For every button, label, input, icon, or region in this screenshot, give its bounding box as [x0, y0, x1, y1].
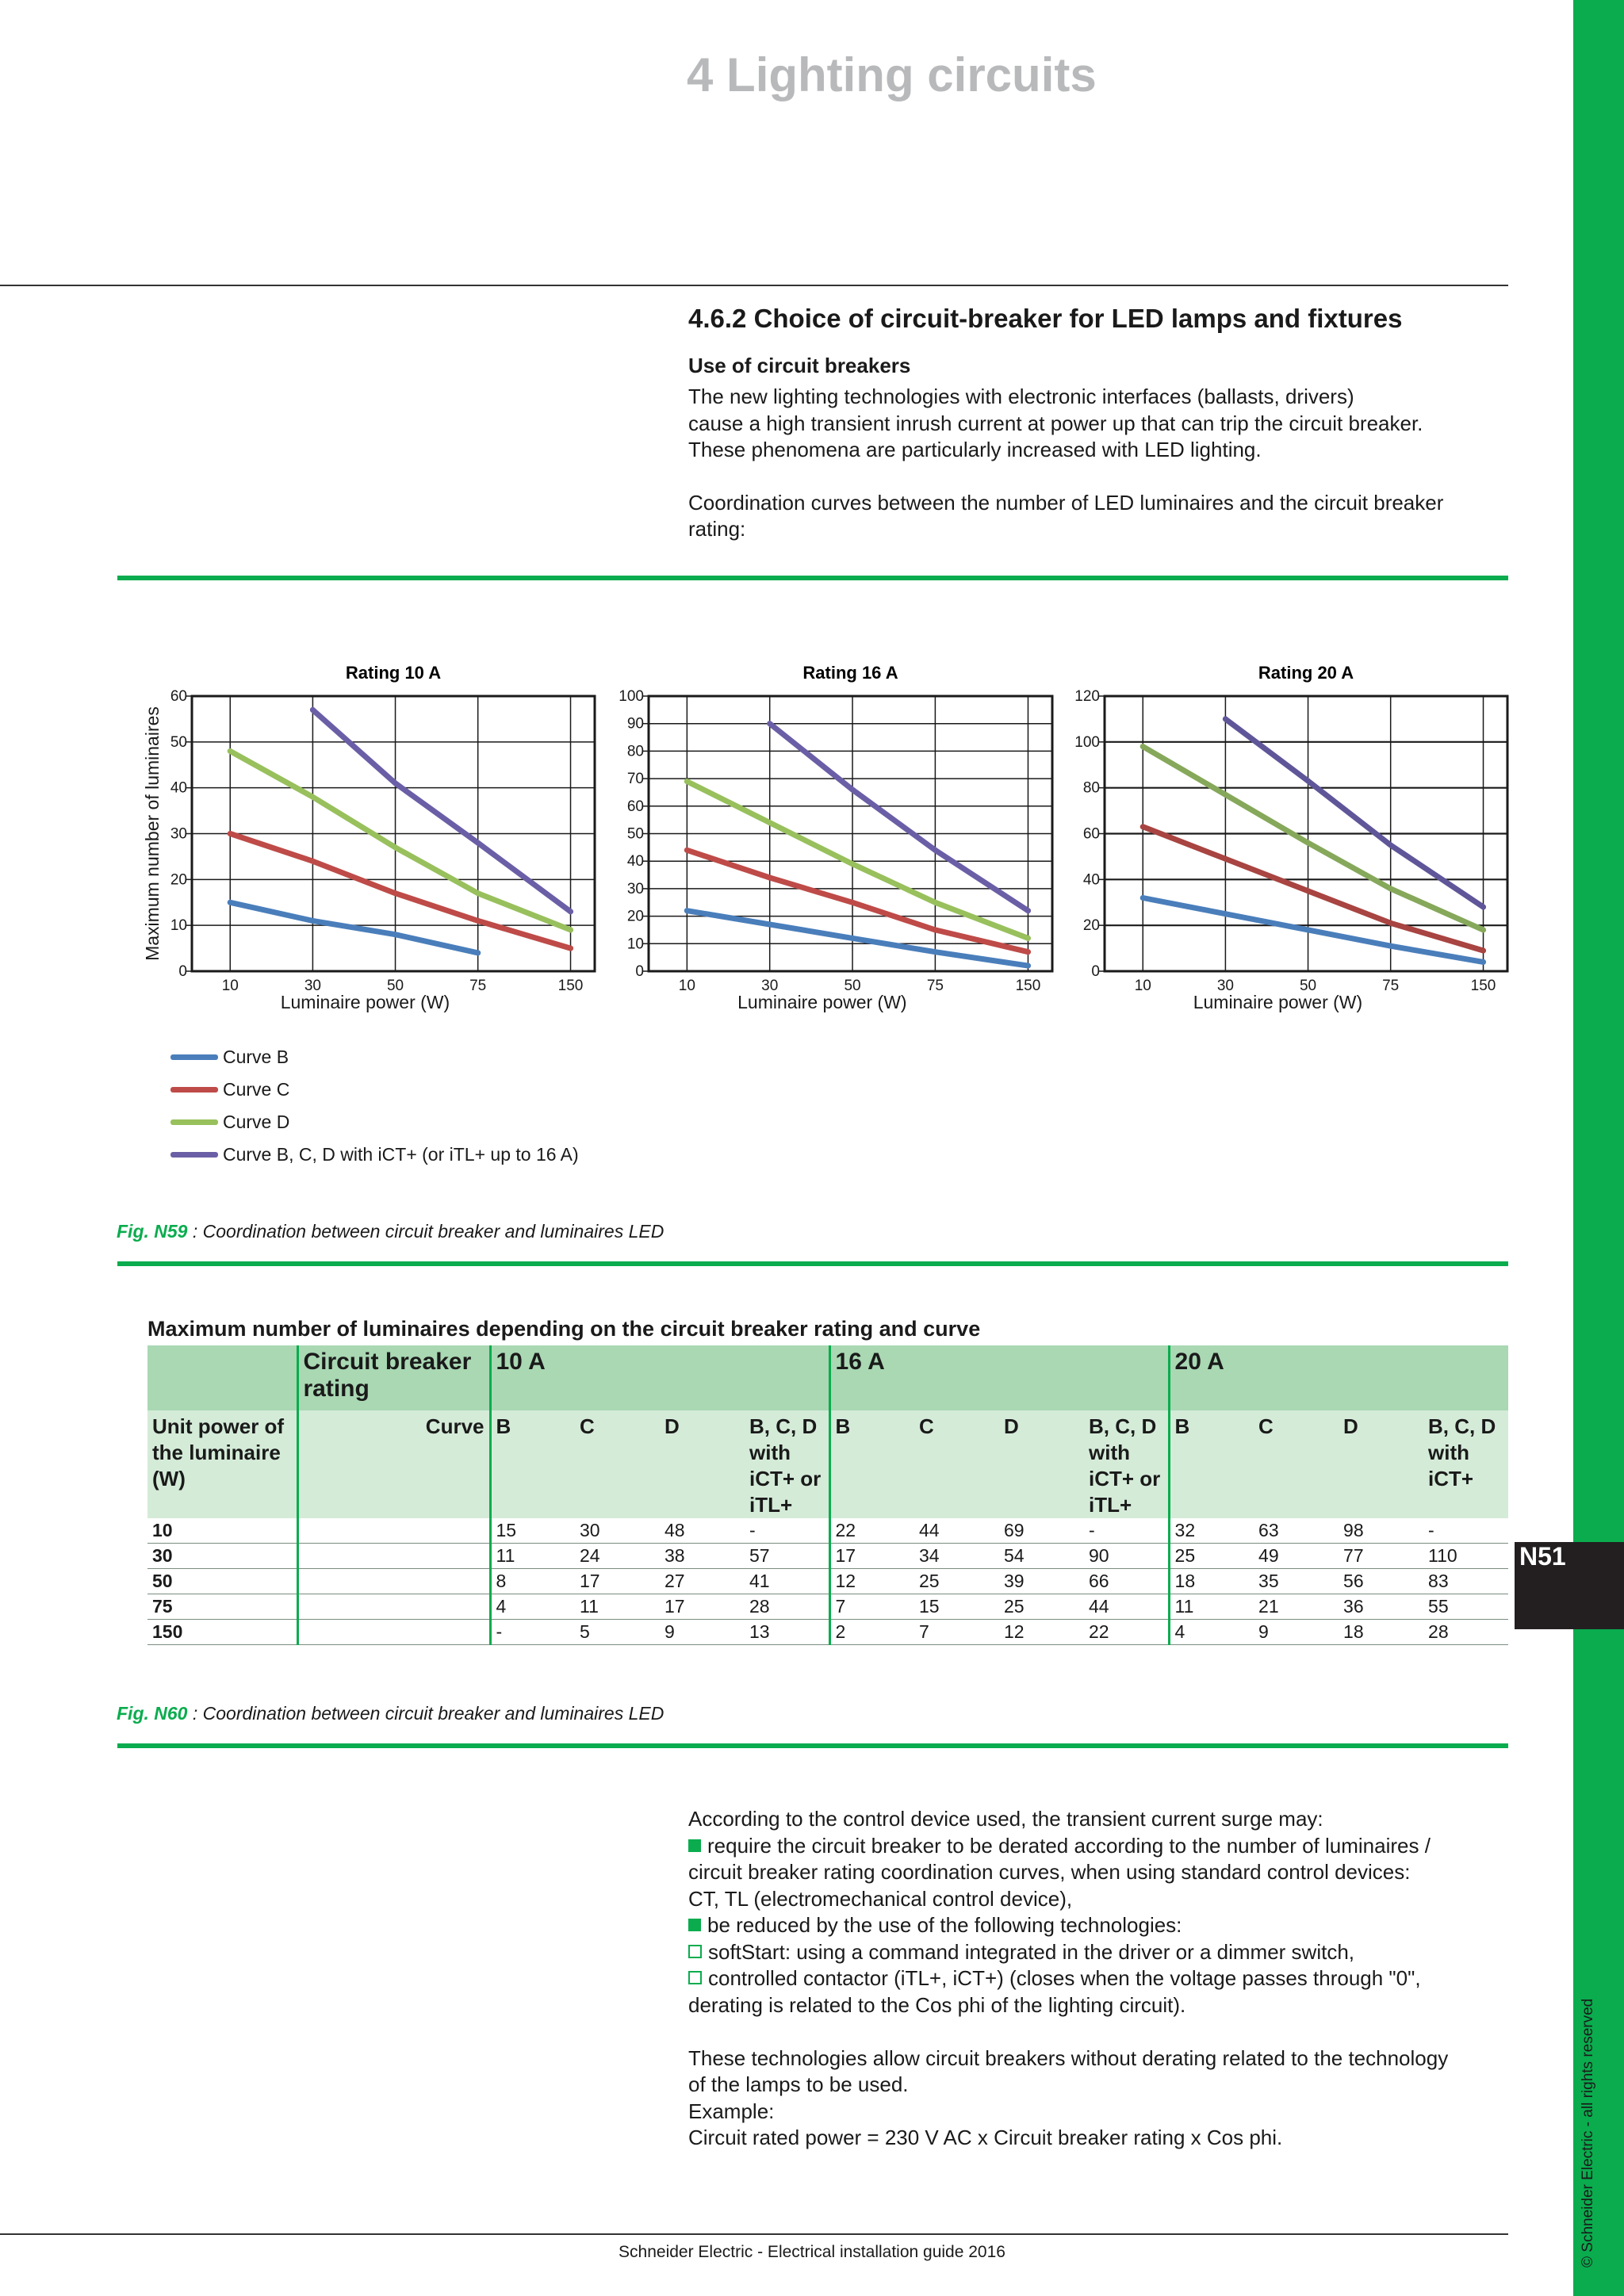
table-cell — [297, 1594, 490, 1620]
table-cell — [297, 1518, 490, 1544]
y-tick-label: 30 — [626, 880, 644, 897]
data-point — [684, 908, 690, 913]
x-tick-label: 30 — [304, 978, 321, 994]
table-cell: 9 — [1254, 1620, 1339, 1645]
table-cell: 90 — [1084, 1544, 1169, 1569]
table-cell: 50 — [147, 1569, 297, 1594]
x-tick-label: 75 — [926, 978, 944, 994]
y-tick-label: 0 — [635, 963, 644, 980]
data-point — [933, 848, 938, 853]
hollow-square-bullet-icon — [688, 1945, 702, 1958]
table-cell: 41 — [745, 1569, 829, 1594]
data-point — [767, 820, 772, 825]
data-point — [850, 900, 856, 905]
table-cell: 12 — [829, 1569, 914, 1594]
data-point — [1223, 856, 1228, 862]
series-line — [230, 751, 570, 930]
figure-number: Fig. N60 — [117, 1703, 188, 1724]
intro-line: cause a high transient inrush current at power up that can trip the circuit breaker. — [688, 411, 1423, 435]
intro-line: These phenomena are particularly increased with LED lighting. — [688, 438, 1262, 461]
table-cell — [297, 1544, 490, 1569]
table-header-cell — [147, 1345, 297, 1410]
series-line — [1143, 747, 1483, 930]
copyright-notice: © Schneider Electric - all rights reserved — [1580, 1998, 1596, 2267]
y-axis-label: Maximum number of luminaires — [142, 706, 163, 961]
x-tick-label: 50 — [844, 978, 861, 994]
x-tick-label: 10 — [1134, 978, 1151, 994]
table-cell: - — [490, 1620, 575, 1645]
table-cell: 7 — [914, 1620, 999, 1645]
table-header-cell: B, C, D with iCT+ or iTL+ — [1084, 1410, 1169, 1518]
table-header-cell: D — [999, 1410, 1084, 1518]
body-line-text: These technologies allow circuit breakers without derating related to the technology — [688, 2045, 1449, 2070]
table-cell: 25 — [1169, 1544, 1254, 1569]
body-line-text: softStart: using a command integrated in the driver or a dimmer switch, — [708, 1939, 1355, 1964]
data-point — [475, 950, 481, 955]
data-point — [1025, 908, 1031, 913]
table-cell: 39 — [999, 1569, 1084, 1594]
x-tick-label: 150 — [1470, 978, 1496, 994]
page-number: N51 — [1519, 1542, 1566, 1571]
table-cell: 35 — [1254, 1569, 1339, 1594]
table-cell: 25 — [914, 1569, 999, 1594]
y-tick-label: 40 — [170, 779, 187, 797]
table-header-cell: B — [829, 1410, 914, 1518]
y-tick-label: 90 — [626, 715, 644, 733]
data-point — [393, 890, 398, 896]
table-cell: 25 — [999, 1594, 1084, 1620]
table-header-cell: C — [1254, 1410, 1339, 1518]
table-cell: 22 — [1084, 1620, 1169, 1645]
y-tick-label: 10 — [626, 936, 644, 953]
body-line — [688, 2072, 1513, 2099]
data-point — [933, 949, 938, 955]
data-point — [1223, 792, 1228, 798]
y-tick-label: 60 — [170, 688, 187, 705]
table-cell: 83 — [1423, 1569, 1508, 1594]
table-cell: 11 — [575, 1594, 660, 1620]
data-point — [1305, 888, 1311, 894]
table-cell: 44 — [914, 1518, 999, 1544]
y-tick-label: 0 — [178, 963, 187, 980]
figure-caption-text: : Coordination between circuit breaker and luminaires LED — [187, 1221, 665, 1242]
x-axis-label: Luminaire power (W) — [737, 992, 907, 1012]
data-point — [1025, 936, 1031, 941]
data-point — [228, 900, 233, 905]
table-cell: 15 — [914, 1594, 999, 1620]
body-line — [688, 1833, 1513, 1860]
data-point — [310, 918, 316, 924]
intro-line: Coordination curves between the number of LED luminaires and the circuit breaker — [688, 490, 1444, 515]
body-line — [688, 2099, 1513, 2126]
table-cell: 24 — [575, 1544, 660, 1569]
table-header-cell: B, C, D with iCT+ — [1423, 1410, 1508, 1518]
data-point — [1223, 911, 1228, 916]
table-cell: 27 — [660, 1569, 745, 1594]
table-row — [147, 1518, 1508, 1544]
table-cell: 77 — [1339, 1544, 1423, 1569]
data-point — [228, 748, 233, 754]
body-line-text: be reduced by the use of the following technologies: — [707, 1913, 1182, 1937]
data-point — [1480, 927, 1486, 932]
green-rule — [117, 576, 1508, 580]
y-tick-label: 0 — [1091, 963, 1100, 980]
chart-title: Rating 20 A — [1258, 663, 1354, 683]
body-line-text: CT, TL (electromechanical control device), — [688, 1886, 1073, 1911]
table-cell: 17 — [829, 1544, 914, 1569]
data-point — [310, 707, 316, 713]
table-cell: 28 — [745, 1594, 829, 1620]
intro-line: rating: — [688, 517, 746, 541]
chart-title: Rating 10 A — [345, 663, 442, 683]
data-point — [1025, 949, 1031, 955]
y-tick-label: 10 — [170, 917, 187, 935]
legend-item — [170, 1106, 579, 1138]
body-line-text: circuit breaker rating coordination curves, when using standard control devices: — [688, 1860, 1411, 1884]
coordination-charts — [0, 634, 1573, 1047]
table-cell: 66 — [1084, 1569, 1169, 1594]
table-row — [147, 1620, 1508, 1645]
chart-legend — [170, 1041, 579, 1171]
table-cell: 49 — [1254, 1544, 1339, 1569]
y-tick-label: 40 — [1082, 871, 1100, 889]
legend-item — [170, 1041, 579, 1073]
table-cell: 18 — [1339, 1620, 1423, 1645]
legend-swatch — [170, 1152, 218, 1158]
data-point — [568, 909, 573, 914]
x-tick-label: 150 — [1015, 978, 1041, 994]
table-header-cell: D — [660, 1410, 745, 1518]
green-rule — [117, 1743, 1508, 1748]
table-cell: 56 — [1339, 1569, 1423, 1594]
x-axis-label: Luminaire power (W) — [280, 992, 450, 1012]
table-header-cell: B — [490, 1410, 575, 1518]
legend-label: Curve B, C, D with iCT+ (or iTL+ up to 16 A) — [223, 1144, 579, 1165]
data-point — [475, 890, 481, 896]
table-cell: 9 — [660, 1620, 745, 1645]
x-tick-label: 75 — [469, 978, 487, 994]
table-header-cell: Circuit breaker rating — [297, 1345, 490, 1410]
data-point — [684, 779, 690, 784]
table-cell: 17 — [575, 1569, 660, 1594]
table-cell: 4 — [1169, 1620, 1254, 1645]
table-header-cell: Unit power of the luminaire (W) — [147, 1410, 297, 1518]
data-point — [933, 927, 938, 932]
table-header-cell: B — [1169, 1410, 1254, 1518]
table-cell: 21 — [1254, 1594, 1339, 1620]
body-line-text: Example: — [688, 2099, 775, 2123]
y-tick-label: 40 — [626, 853, 644, 871]
y-tick-label: 80 — [626, 743, 644, 760]
table-cell: 30 — [575, 1518, 660, 1544]
x-tick-label: 10 — [678, 978, 695, 994]
body-text — [688, 1806, 1513, 2152]
y-tick-label: 100 — [619, 688, 644, 705]
table-cell: 69 — [999, 1518, 1084, 1544]
legend-label: Curve C — [223, 1079, 290, 1100]
square-bullet-icon — [688, 1919, 701, 1931]
data-point — [1223, 716, 1228, 721]
data-point — [228, 831, 233, 836]
table-cell: 4 — [490, 1594, 575, 1620]
table-cell: 11 — [1169, 1594, 1254, 1620]
data-point — [1140, 744, 1146, 749]
table-cell: 32 — [1169, 1518, 1254, 1544]
data-point — [393, 780, 398, 786]
table-cell: 11 — [490, 1544, 575, 1569]
table-cell — [297, 1569, 490, 1594]
data-point — [1025, 963, 1031, 969]
body-line — [688, 1806, 1513, 1833]
legend-label: Curve D — [223, 1112, 290, 1132]
table-row — [147, 1569, 1508, 1594]
data-point — [393, 932, 398, 937]
table-cell: 28 — [1423, 1620, 1508, 1645]
figure-caption-n60 — [117, 1703, 664, 1724]
body-line-text: controlled contactor (iTL+, iCT+) (closes when the voltage passes through "0", — [708, 1966, 1421, 1990]
data-point — [1305, 840, 1311, 846]
data-point — [310, 859, 316, 864]
legend-item — [170, 1138, 579, 1171]
page-number-tab — [1515, 1542, 1624, 1629]
body-line-text: Circuit rated power = 230 V AC x Circuit breaker rating x Cos phi. — [688, 2126, 1283, 2149]
body-line-text: derating is related to the Cos phi of the lighting circuit). — [688, 1992, 1186, 2017]
data-point — [1305, 778, 1311, 783]
data-point — [1305, 927, 1311, 932]
data-point — [475, 918, 481, 924]
table-heading: Maximum number of luminaires depending on the circuit breaker rating and curve — [147, 1317, 981, 1341]
chapter-title: 4 Lighting circuits — [687, 48, 1097, 101]
data-point — [850, 936, 856, 941]
data-point — [310, 794, 316, 800]
body-line — [688, 1939, 1513, 1966]
table-cell: 34 — [914, 1544, 999, 1569]
intro-line: The new lighting technologies with electronic interfaces (ballasts, drivers) — [688, 385, 1354, 408]
table-cell: 63 — [1254, 1518, 1339, 1544]
x-tick-label: 30 — [1216, 978, 1234, 994]
body-line — [688, 2045, 1513, 2072]
y-tick-label: 60 — [1082, 825, 1100, 843]
figure-caption-text: : Coordination between circuit breaker and luminaires LED — [187, 1703, 665, 1724]
table-cell: 98 — [1339, 1518, 1423, 1544]
x-tick-label: 50 — [386, 978, 404, 994]
table-cell: 38 — [660, 1544, 745, 1569]
data-point — [767, 922, 772, 928]
legend-swatch — [170, 1054, 218, 1060]
table-cell: 30 — [147, 1544, 297, 1569]
body-line — [688, 2125, 1513, 2152]
data-point — [1480, 947, 1486, 953]
table-cell — [297, 1620, 490, 1645]
table-header-cell: Curve — [297, 1410, 490, 1518]
data-point — [1480, 905, 1486, 910]
data-point — [568, 946, 573, 951]
table-header-row — [147, 1345, 1508, 1410]
table-cell: - — [1084, 1518, 1169, 1544]
data-point — [933, 900, 938, 905]
table-cell: 75 — [147, 1594, 297, 1620]
data-point — [767, 875, 772, 881]
table-header-cell: B, C, D with iCT+ or iTL+ — [745, 1410, 829, 1518]
table-row — [147, 1544, 1508, 1569]
data-point — [1388, 920, 1393, 926]
y-tick-label: 100 — [1074, 733, 1100, 751]
footer-rule — [0, 2233, 1508, 2235]
y-tick-label: 20 — [626, 908, 644, 925]
x-tick-label: 10 — [221, 978, 239, 994]
data-point — [767, 721, 772, 726]
x-axis-label: Luminaire power (W) — [1193, 992, 1363, 1012]
footer-text: Schneider Electric - Electrical installation guide 2016 — [619, 2243, 1005, 2261]
table-cell: 48 — [660, 1518, 745, 1544]
figure-caption-n59 — [117, 1221, 664, 1242]
x-tick-label: 30 — [761, 978, 779, 994]
table-cell: 110 — [1423, 1544, 1508, 1569]
data-point — [1388, 842, 1393, 848]
chart-title: Rating 16 A — [802, 663, 898, 683]
body-line — [688, 1992, 1513, 2019]
table-cell: 22 — [829, 1518, 914, 1544]
table-header-cell: C — [575, 1410, 660, 1518]
body-line-text: require the circuit breaker to be derated according to the number of luminaires / — [707, 1833, 1431, 1858]
intro-text — [688, 384, 1513, 569]
table-cell: 54 — [999, 1544, 1084, 1569]
x-tick-label: 150 — [557, 978, 584, 994]
body-line — [688, 1965, 1513, 1992]
data-point — [1480, 959, 1486, 965]
series-line — [312, 710, 570, 911]
table-cell: 57 — [745, 1544, 829, 1569]
table-cell: 17 — [660, 1594, 745, 1620]
body-line — [688, 1886, 1513, 1913]
table-cell: 44 — [1084, 1594, 1169, 1620]
y-tick-label: 50 — [170, 733, 187, 751]
table-cell: 10 — [147, 1518, 297, 1544]
square-bullet-icon — [688, 1839, 701, 1852]
y-tick-label: 70 — [626, 771, 644, 788]
y-tick-label: 80 — [1082, 779, 1100, 797]
luminaires-table — [147, 1345, 1508, 1645]
table-header-cell: D — [1339, 1410, 1423, 1518]
table-cell: 8 — [490, 1569, 575, 1594]
series-line — [687, 782, 1028, 939]
header-rule — [0, 285, 1508, 286]
x-tick-label: 50 — [1299, 978, 1317, 994]
y-tick-label: 60 — [626, 798, 644, 815]
body-line — [688, 1912, 1513, 1939]
legend-swatch — [170, 1119, 218, 1125]
data-point — [568, 927, 573, 932]
legend-label: Curve B — [223, 1047, 289, 1067]
data-point — [1140, 895, 1146, 901]
table-cell: 36 — [1339, 1594, 1423, 1620]
body-line-text: of the lamps to be used. — [688, 2072, 909, 2096]
table-cell: 5 — [575, 1620, 660, 1645]
figure-number: Fig. N59 — [117, 1221, 188, 1242]
x-tick-label: 75 — [1382, 978, 1400, 994]
table-subheader-row — [147, 1410, 1508, 1518]
body-line — [688, 1859, 1513, 1886]
body-line — [688, 2019, 1513, 2045]
table-cell: - — [1423, 1518, 1508, 1544]
table-header-cell: 20 A — [1169, 1345, 1508, 1410]
body-line-text: According to the control device used, the transient current surge may: — [688, 1807, 1323, 1831]
data-point — [850, 861, 856, 867]
table-cell: - — [745, 1518, 829, 1544]
y-tick-label: 120 — [1074, 688, 1100, 705]
green-rule — [117, 1261, 1508, 1266]
table-cell: 15 — [490, 1518, 575, 1544]
legend-item — [170, 1073, 579, 1106]
y-tick-label: 20 — [1082, 917, 1100, 935]
data-point — [850, 786, 856, 792]
data-point — [1388, 943, 1393, 949]
data-point — [475, 840, 481, 846]
table-cell: 18 — [1169, 1569, 1254, 1594]
table-cell: 55 — [1423, 1594, 1508, 1620]
data-point — [684, 848, 690, 853]
table-cell: 150 — [147, 1620, 297, 1645]
table-row — [147, 1594, 1508, 1620]
subsection-title: Use of circuit breakers — [688, 354, 911, 377]
section-title: 4.6.2 Choice of circuit-breaker for LED lamps and fixtures — [688, 304, 1403, 333]
table-cell: 13 — [745, 1620, 829, 1645]
table-header-cell: 16 A — [829, 1345, 1169, 1410]
table-header-cell: 10 A — [490, 1345, 829, 1410]
data-point — [393, 844, 398, 850]
table-cell: 12 — [999, 1620, 1084, 1645]
table-cell: 2 — [829, 1620, 914, 1645]
table-cell: 7 — [829, 1594, 914, 1620]
data-point — [1140, 824, 1146, 829]
legend-swatch — [170, 1087, 218, 1093]
y-tick-label: 20 — [170, 871, 187, 889]
data-point — [1388, 886, 1393, 891]
y-tick-label: 50 — [626, 825, 644, 843]
table-header-cell: C — [914, 1410, 999, 1518]
y-tick-label: 30 — [170, 825, 187, 843]
hollow-square-bullet-icon — [688, 1971, 702, 1984]
